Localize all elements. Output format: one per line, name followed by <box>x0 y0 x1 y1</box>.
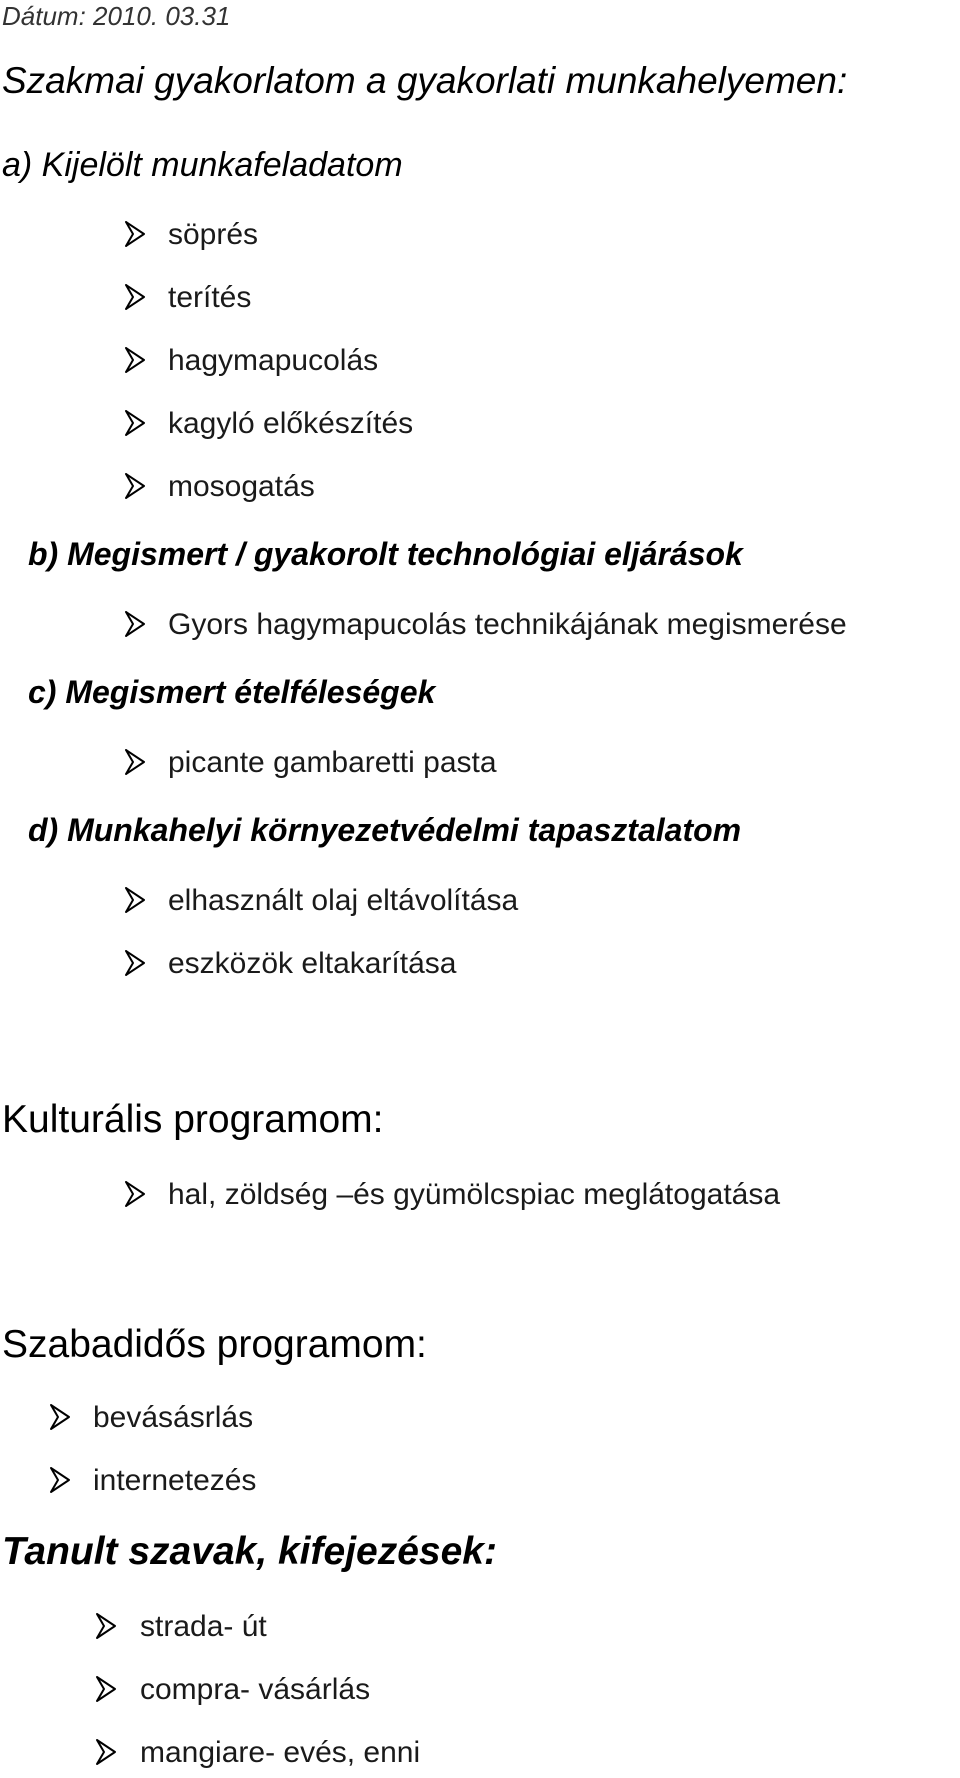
list-item: strada- út <box>140 1610 267 1643</box>
arrowhead-bullet-icon <box>48 1403 72 1431</box>
list-item: eszközök eltakarítása <box>168 947 457 980</box>
arrowhead-bullet-icon <box>123 610 147 638</box>
cultural-heading: Kulturális programom: <box>2 1098 384 1141</box>
arrowhead-bullet-icon <box>123 283 147 311</box>
list-item: hal, zöldség –és gyümölcspiac meglátogatása <box>168 1178 781 1211</box>
list-item: hagymapucolás <box>168 344 379 377</box>
arrowhead-bullet-icon <box>123 748 147 776</box>
list-item: söprés <box>168 218 259 251</box>
arrowhead-bullet-icon <box>123 346 147 374</box>
list-item: compra- vásárlás <box>140 1673 371 1706</box>
arrowhead-bullet-icon <box>123 886 147 914</box>
section-c-heading: c) Megismert ételféleségek <box>28 674 436 710</box>
list-item: elhasznált olaj eltávolítása <box>168 884 519 917</box>
list-item: Gyors hagymapucolás technikájának megismerése <box>168 608 847 641</box>
vocab-heading: Tanult szavak, kifejezések: <box>2 1530 497 1573</box>
arrowhead-bullet-icon <box>94 1612 118 1640</box>
list-item: mosogatás <box>168 470 315 503</box>
leisure-heading: Szabadidős programom: <box>2 1323 427 1366</box>
arrowhead-bullet-icon <box>123 949 147 977</box>
arrowhead-bullet-icon <box>123 220 147 248</box>
arrowhead-bullet-icon <box>123 1180 147 1208</box>
section-b-heading: b) Megismert / gyakorolt technológiai eljárások <box>28 536 743 572</box>
section-a-heading: a) Kijelölt munkafeladatom <box>2 146 403 184</box>
document-date: Dátum: 2010. 03.31 <box>2 1 231 31</box>
arrowhead-bullet-icon <box>94 1675 118 1703</box>
list-item: terítés <box>168 281 252 314</box>
arrowhead-bullet-icon <box>48 1466 72 1494</box>
arrowhead-bullet-icon <box>123 472 147 500</box>
arrowhead-bullet-icon <box>123 409 147 437</box>
list-item: bevásásrlás <box>93 1401 254 1434</box>
list-item: internetezés <box>93 1464 257 1497</box>
page-title: Szakmai gyakorlatom a gyakorlati munkahelyemen: <box>2 60 848 101</box>
section-d-heading: d) Munkahelyi környezetvédelmi tapasztalatom <box>28 812 742 848</box>
list-item: mangiare- evés, enni <box>140 1736 421 1769</box>
list-item: kagyló előkészítés <box>168 407 414 440</box>
list-item: picante gambaretti pasta <box>168 746 497 779</box>
arrowhead-bullet-icon <box>94 1738 118 1766</box>
